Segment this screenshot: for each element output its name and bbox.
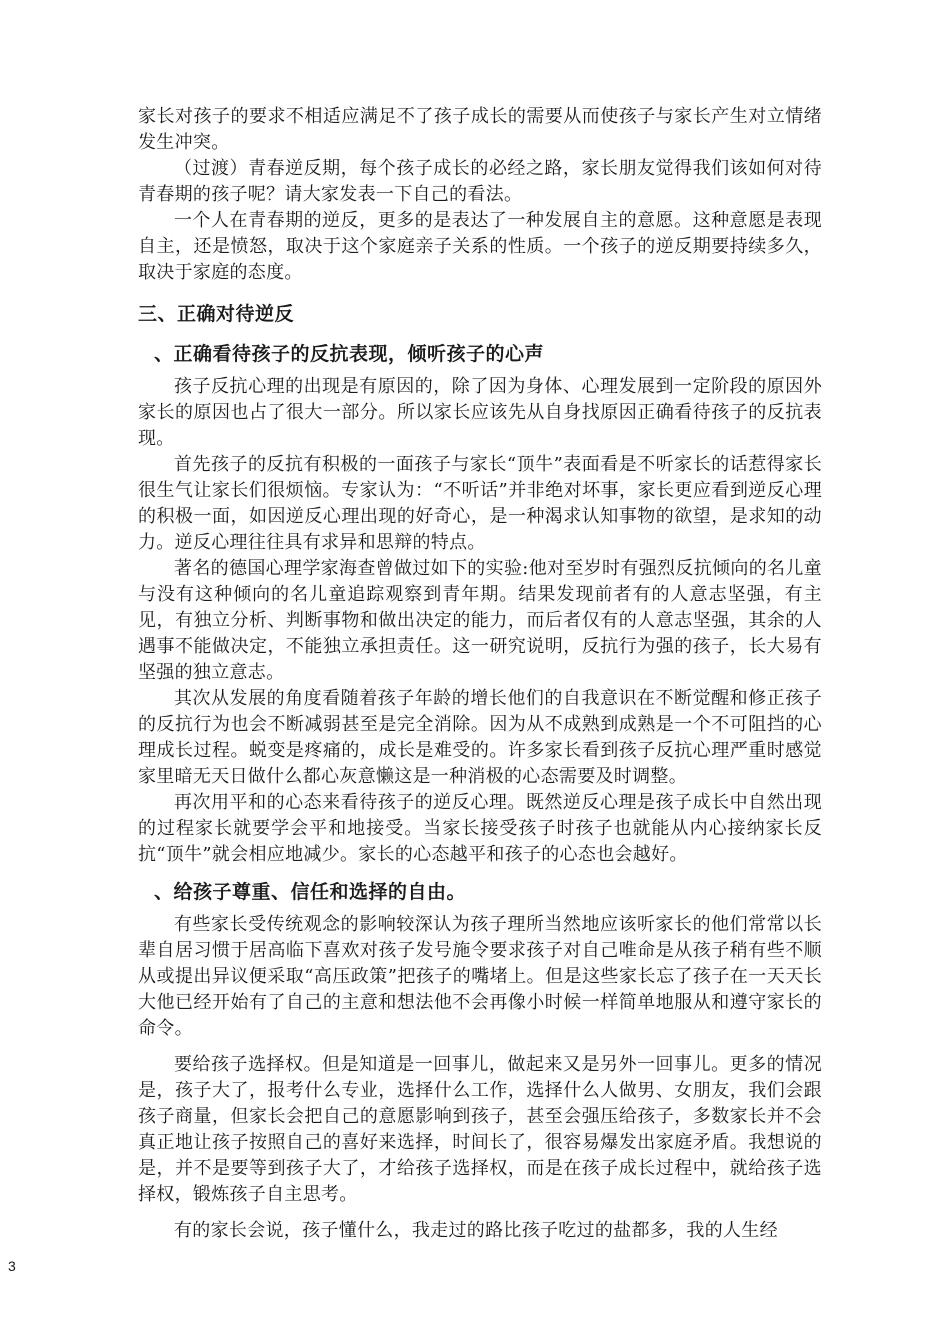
paragraph: 著名的德国心理学家海查曾做过如下的实验:他对至岁时有强烈反抗倾向的名儿童与没有这种倾向的名儿童追踪观察到青年期。结果发现前者有的人意志坚强，有主见，有独立分析、判断事物和做出决定的能力，而后者仅有的人意志坚强，其余的人遇事不能做决定，不能独立承担责任。这一研究说明，反抗行为强的孩子，长大易有坚强的独立意志。 xyxy=(138,558,822,683)
page-number: 3 xyxy=(8,1258,16,1274)
paragraph: 有的家长会说，孩子懂什么，我走过的路比孩子吃过的盐都多，我的人生经 xyxy=(174,1220,778,1241)
document-body xyxy=(138,104,822,1244)
section-heading: 三、正确对待逆反 xyxy=(138,303,295,325)
subsection-heading: 、正确看待孩子的反抗表现，倾听孩子的心声 xyxy=(154,343,545,365)
paragraph: 家长对孩子的要求不相适应满足不了孩子成长的需要从而使孩子与家长产生对立情绪发生冲突。 xyxy=(138,106,822,153)
paragraph: 孩子反抗心理的出现是有原因的，除了因为身体、心理发展到一定阶段的原因外家长的原因也占了很大一部分。所以家长应该先从自身找原因正确看待孩子的反抗表现。 xyxy=(138,376,822,449)
paragraph: 要给孩子选择权。但是知道是一回事儿，做起来又是另外一回事儿。更多的情况是，孩子大了，报考什么专业，选择什么工作，选择什么人做男、女朋友，我们会跟孩子商量，但家长会把自己的意愿影响到孩子，甚至会强压给孩子，多数家长并不会真正地让孩子按照自己的喜好来选择，时间长了，很容易爆发出家庭矛盾。我想说的是，并不是要等到孩子大了，才给孩子选择权，而是在孩子成长过程中，就给孩子选择权，锻炼孩子自主思考。 xyxy=(138,1054,822,1205)
paragraph: 有些家长受传统观念的影响较深认为孩子理所当然地应该听家长的他们常常以长辈自居习惯于居高临下喜欢对孩子发号施令要求孩子对自己唯命是从孩子稍有些不顺从或提出异议便采取“高压政策”把孩子的嘴堵上。但是这些家长忘了孩子在一天天长大他已经开始有了自己的主意和想法他不会再像小时候一样简单地服从和遵守家长的命令。 xyxy=(138,914,822,1039)
paragraph: （过渡）青春逆反期，每个孩子成长的必经之路，家长朋友觉得我们该如何对待青春期的孩子呢？请大家发表一下自己的看法。 xyxy=(138,158,822,205)
paragraph: 其次从发展的角度看随着孩子年龄的增长他们的自我意识在不断觉醒和修正孩子的反抗行为也会不断减弱甚至是完全消除。因为从不成熟到成熟是一个不可阻挡的心理成长过程。蜕变是疼痛的，成长是难受的。许多家长看到孩子反抗心理严重时感觉家里暗无天日做什么都心灰意懒这是一种消极的心态需要及时调整。 xyxy=(138,688,822,787)
paragraph: 首先孩子的反抗有积极的一面孩子与家长“顶牛”表面看是不听家长的话惹得家长很生气让家长们很烦恼。专家认为：“不听话”并非绝对坏事，家长更应看到逆反心理的积极一面，如因逆反心理出现的好奇心，是一种渴求认知事物的欲望，是求知的动力。逆反心理往往具有求异和思辩的特点。 xyxy=(138,454,822,553)
subsection-heading: 、给孩子尊重、信任和选择的自由。 xyxy=(154,881,467,903)
paragraph: 一个人在青春期的逆反，更多的是表达了一种发展自主的意愿。这种意愿是表现自主，还是愤怒，取决于这个家庭亲子关系的性质。一个孩子的逆反期要持续多久，取决于家庭的态度。 xyxy=(138,210,822,283)
paragraph: 再次用平和的心态来看待孩子的逆反心理。既然逆反心理是孩子成长中自然出现的过程家长就要学会平和地接受。当家长接受孩子时孩子也就能从内心接纳家长反抗“顶牛”就会相应地减少。家长的心态越平和孩子的心态也会越好。 xyxy=(138,792,822,865)
